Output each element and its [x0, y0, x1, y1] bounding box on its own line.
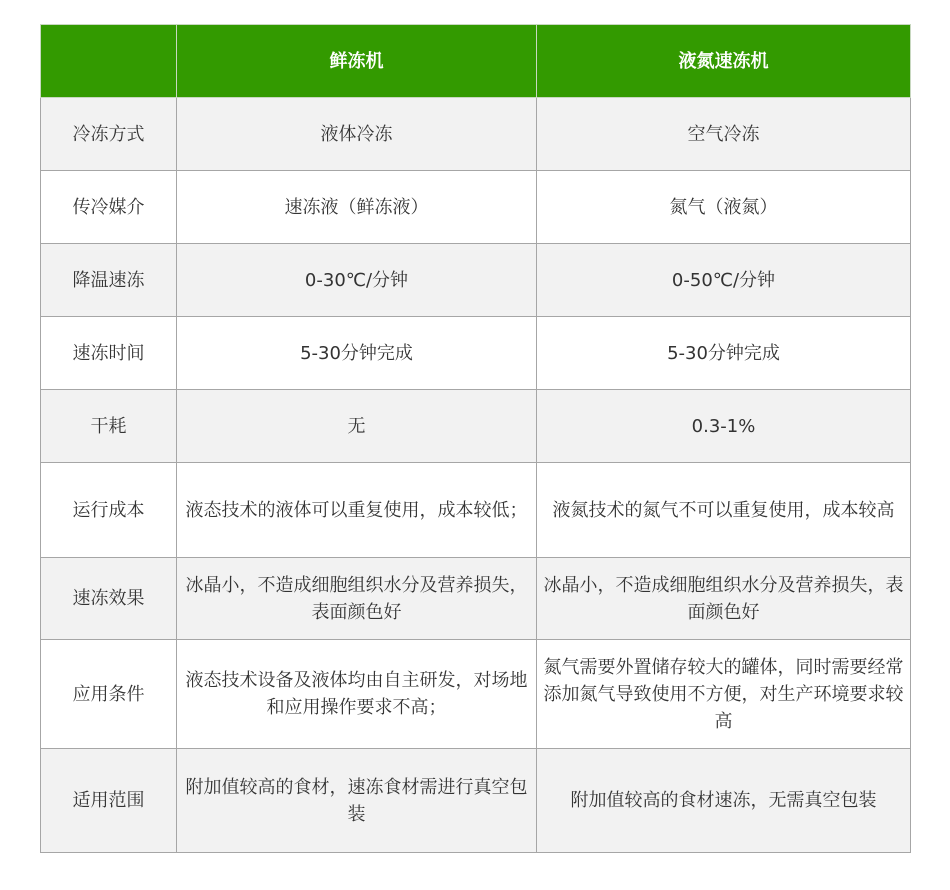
- row-label: 传冷媒介: [41, 171, 177, 244]
- comparison-table: [40, 24, 911, 853]
- cell-liquid-nitrogen: 0-50℃/分钟: [537, 244, 911, 317]
- table-row: [41, 640, 911, 749]
- header-liquid-nitrogen-freezer: 液氮速冻机: [537, 25, 911, 98]
- cell-fresh-freezer: 液态技术设备及液体均由自主研发，对场地和应用操作要求不高；: [177, 640, 537, 749]
- cell-fresh-freezer: 附加值较高的食材，速冻食材需进行真空包装: [177, 749, 537, 853]
- cell-liquid-nitrogen: 5-30分钟完成: [537, 317, 911, 390]
- row-label: 干耗: [41, 390, 177, 463]
- row-label: 速冻效果: [41, 558, 177, 640]
- table-row: [41, 98, 911, 171]
- cell-fresh-freezer: 0-30℃/分钟: [177, 244, 537, 317]
- cell-liquid-nitrogen: 氮气需要外置储存较大的罐体，同时需要经常添加氮气导致使用不方便，对生产环境要求较高: [537, 640, 911, 749]
- cell-fresh-freezer: 无: [177, 390, 537, 463]
- cell-fresh-freezer: 液态技术的液体可以重复使用，成本较低；: [177, 463, 537, 558]
- row-label: 应用条件: [41, 640, 177, 749]
- row-label: 运行成本: [41, 463, 177, 558]
- table-row: [41, 390, 911, 463]
- table-row: [41, 463, 911, 558]
- cell-fresh-freezer: 冰晶小，不造成细胞组织水分及营养损失，表面颜色好: [177, 558, 537, 640]
- cell-liquid-nitrogen: 氮气（液氮）: [537, 171, 911, 244]
- row-label: 冷冻方式: [41, 98, 177, 171]
- cell-liquid-nitrogen: 冰晶小，不造成细胞组织水分及营养损失，表面颜色好: [537, 558, 911, 640]
- row-label: 适用范围: [41, 749, 177, 853]
- table-row: [41, 244, 911, 317]
- header-row: [41, 25, 911, 98]
- table-row: [41, 317, 911, 390]
- row-label: 降温速冻: [41, 244, 177, 317]
- table-row: [41, 749, 911, 853]
- cell-liquid-nitrogen: 0.3-1%: [537, 390, 911, 463]
- header-corner: [41, 25, 177, 98]
- cell-liquid-nitrogen: 附加值较高的食材速冻，无需真空包装: [537, 749, 911, 853]
- table-row: [41, 171, 911, 244]
- row-label: 速冻时间: [41, 317, 177, 390]
- cell-liquid-nitrogen: 空气冷冻: [537, 98, 911, 171]
- header-fresh-freezer: 鲜冻机: [177, 25, 537, 98]
- cell-fresh-freezer: 速冻液（鲜冻液）: [177, 171, 537, 244]
- cell-fresh-freezer: 5-30分钟完成: [177, 317, 537, 390]
- cell-liquid-nitrogen: 液氮技术的氮气不可以重复使用，成本较高: [537, 463, 911, 558]
- cell-fresh-freezer: 液体冷冻: [177, 98, 537, 171]
- table-row: [41, 558, 911, 640]
